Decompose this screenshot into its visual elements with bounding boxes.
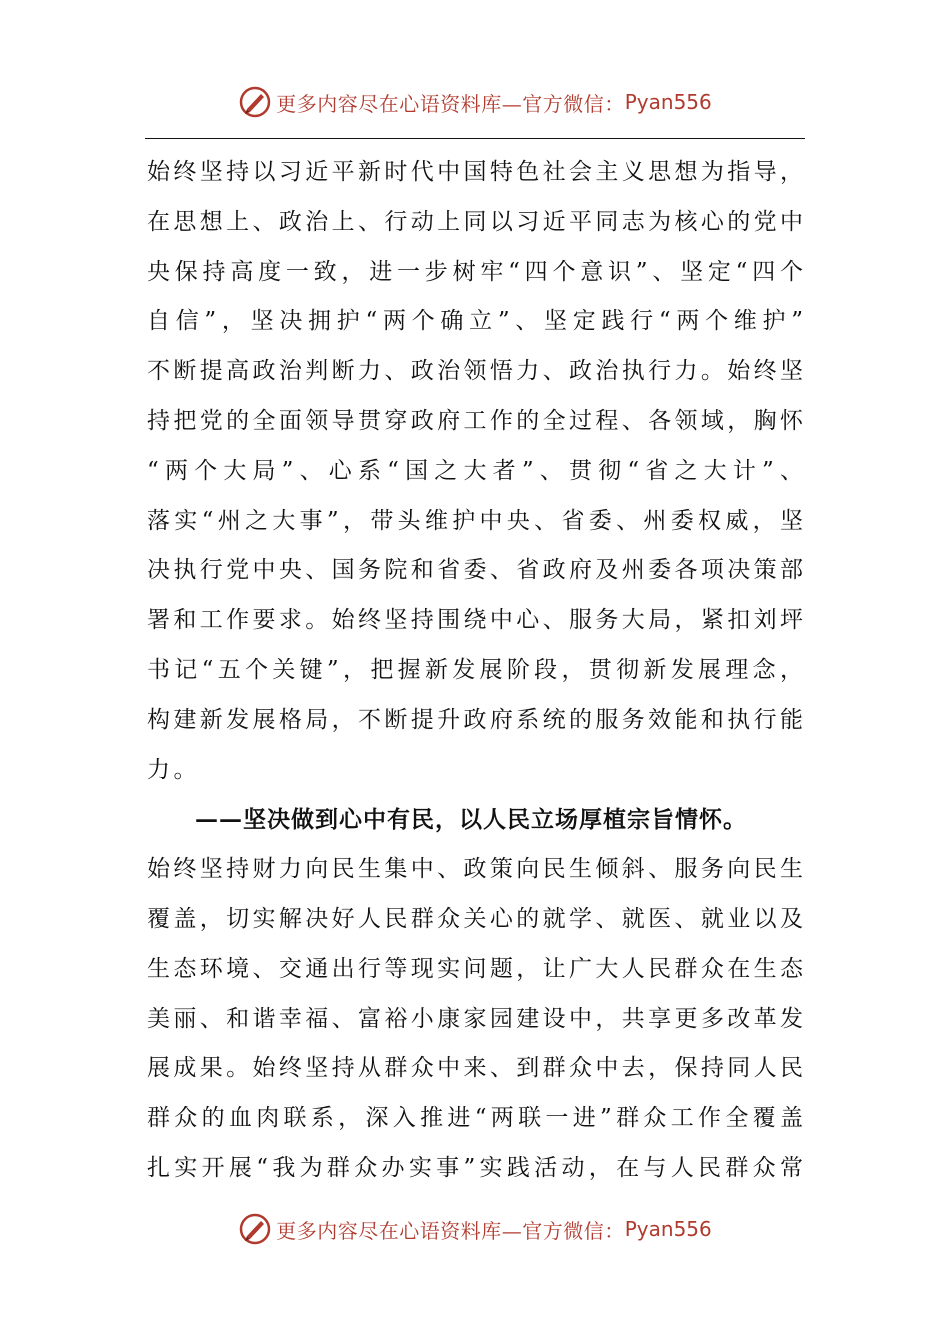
- text-line: “两个大局”、心系“国之大者”、贯彻“省之大计”、: [147, 457, 803, 484]
- text-line: 生态环境、交通出行等现实问题，让广大人民群众在生态: [147, 955, 803, 982]
- section-heading: ——坚决做到心中有民，以人民立场厚植宗旨情怀。: [195, 806, 747, 834]
- text-line: 美丽、和谐幸福、富裕小康家园建设中，共享更多改革发: [147, 1005, 803, 1032]
- header-rule: [145, 138, 805, 139]
- footer-banner: [0, 1209, 950, 1249]
- header-banner-text: 更多内容尽在心语资料库—官方微信：: [276, 91, 625, 116]
- text-line: 不断提高政治判断力、政治领悟力、政治执行力。始终坚: [147, 358, 803, 385]
- text-line: 落实“州之大事”，带头维护中央、省委、州委权威，坚: [147, 507, 803, 534]
- text-line: 始终坚持以习近平新时代中国特色社会主义思想为指导，: [147, 159, 803, 185]
- text-line: 力。: [147, 756, 200, 783]
- text-line: 扎实开展“我为群众办实事”实践活动，在与人民群众常: [147, 1154, 803, 1181]
- text-line: 决执行党中央、国务院和省委、省政府及州委各项决策部: [147, 557, 803, 584]
- document-body: [147, 148, 803, 1194]
- header-banner-id: Pyan556: [624, 90, 712, 114]
- text-line: 持把党的全面领导贯穿政府工作的全过程、各领域，胸怀: [147, 407, 803, 434]
- text-line: 署和工作要求。始终坚持围绕中心、服务大局，紧扣刘坪: [147, 607, 803, 634]
- pen-logo-icon: [238, 85, 272, 119]
- text-line: 构建新发展格局，不断提升政府系统的服务效能和执行能: [147, 706, 803, 733]
- pen-logo-icon: [238, 1212, 272, 1246]
- text-line: 始终坚持财力向民生集中、政策向民生倾斜、服务向民生: [147, 856, 803, 883]
- footer-banner-text: 更多内容尽在心语资料库—官方微信：: [276, 1218, 625, 1243]
- text-line: 覆盖，切实解决好人民群众关心的就学、就医、就业以及: [147, 905, 803, 932]
- text-line: 央保持高度一致，进一步树牢“四个意识”、坚定“四个: [147, 258, 803, 285]
- text-line: 展成果。始终坚持从群众中来、到群众中去，保持同人民: [147, 1055, 803, 1082]
- text-line: 群众的血肉联系，深入推进“两联一进”群众工作全覆盖: [147, 1105, 803, 1132]
- text-line: 书记“五个关键”，把握新发展阶段，贯彻新发展理念，: [147, 656, 803, 683]
- header-banner: [0, 82, 950, 122]
- footer-banner-id: Pyan556: [624, 1217, 712, 1241]
- text-line: 在思想上、政治上、行动上同以习近平同志为核心的党中: [147, 208, 803, 235]
- text-line: 自信”，坚决拥护“两个确立”、坚定践行“两个维护”: [147, 308, 803, 335]
